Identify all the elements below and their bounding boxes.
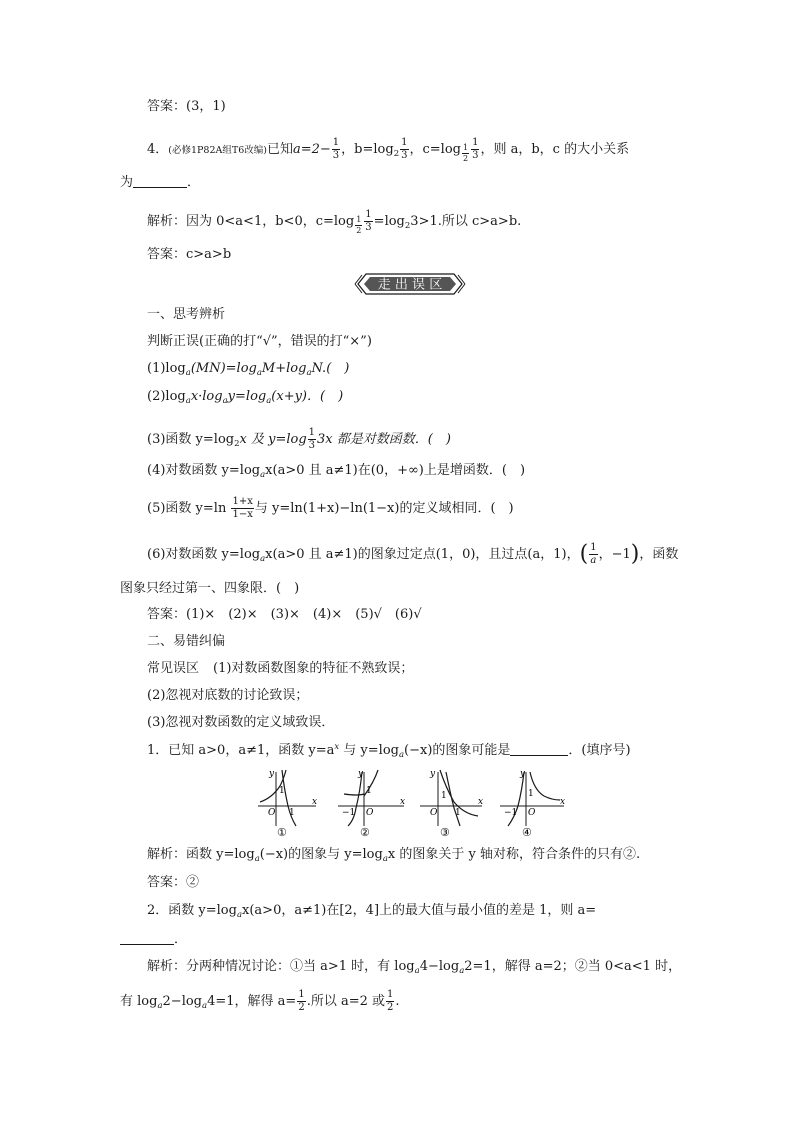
judge-item-2: $(2)\log_ax\cdot\log_ay=\log_a(x+y)$．( ): [147, 389, 344, 406]
svg-text:1: 1: [366, 786, 372, 796]
svg-text:①: ①: [277, 826, 287, 839]
section-banner: [354, 272, 466, 296]
q4-number: 4．: [147, 142, 169, 157]
svg-text:1: 1: [279, 786, 285, 796]
q4-solution-text3: 3>1.所以 c>a>b.: [410, 214, 522, 229]
graph-2: [338, 769, 405, 839]
question-4: 4．(必修1P82A组T6改编)已知a=2− $\frac{1}{3}$ ，$b=\log_2$ $\frac{1}{3}$ ，c=log $\frac{1}{2}$ $\frac{1}{3}$ ，则 a，b，c 的大小关系: [147, 137, 630, 163]
p2-solution: 解析：分两种情况讨论：①当 a>1 时，有 $\log_a4-\log_a2=1$，解得 a=2；②当 0<a<1 时，: [147, 959, 682, 976]
common-mistakes-row: [147, 662, 413, 675]
svg-text:x: x: [400, 797, 406, 807]
p2-solution-line2: 有 $\log_a2-\log_a4=1$，解得 a= $\frac{1}{2}$ .所以 a=2 或 $\frac{1}{2}$ .: [120, 989, 400, 1013]
svg-text:1: 1: [441, 791, 447, 801]
q4-solution-text2: =log: [373, 214, 405, 229]
svg-text:③: ③: [440, 826, 450, 839]
mistake-item-2: (2)忽视对底数的讨论致误；: [147, 688, 309, 703]
q4-solution: 解析：因为 0<a<1，b<0，c=log $\frac{1}{2}$ $\frac{1}{3}$ $=\log_23>1$.所以 c>a>b.: [147, 209, 522, 235]
question-4-line2: [120, 175, 200, 189]
q4-answer: 答案：c>a>b: [147, 247, 232, 262]
q4-fraction-c: $\frac{1}{3}$: [472, 137, 479, 161]
item3-fraction: $\frac{1}{3}$: [308, 427, 316, 451]
item6-fraction: $\frac{1}{a}$: [590, 542, 597, 566]
q4-b-expr: ，b=log: [341, 142, 394, 157]
q4-text-a: 已知: [266, 142, 293, 157]
judge-item-6: (6)对数函数 $y=\log_ax(a>0$ 且 a≠1)的图象过定点(1，0)，且过点(a，1)，( $\frac{1}{a}$ ，−1)，函数: [147, 541, 679, 567]
problem-2: 2．函数 $y=\log_ax(a>0$，a≠1)在[2，4]上的最大值与最小值的差是 1，则 a=: [147, 903, 597, 920]
q4-solution-text1: 因为 0<a<1，b<0，c=log: [186, 214, 355, 229]
banner-text: 走 出 误 区: [377, 277, 443, 293]
svg-text:1: 1: [289, 808, 295, 818]
p1-answer-blank[interactable]: [510, 743, 568, 756]
p1-answer: 答案：②: [147, 875, 200, 890]
q4-period: ．: [187, 175, 201, 190]
graph-options: [254, 768, 564, 838]
svg-text:O: O: [268, 808, 276, 818]
q4-fraction-b: $\frac{1}{3}$: [401, 137, 408, 161]
svg-text:④: ④: [522, 826, 532, 839]
svg-text:x: x: [560, 797, 566, 807]
svg-text:−1: −1: [342, 808, 356, 818]
answer-line: 答案：(3，1): [147, 99, 226, 114]
p2-fraction-1: $\frac{1}{2}$: [298, 989, 305, 1013]
section1-title: 一、思考辨析: [147, 307, 226, 322]
graph-1: [258, 769, 317, 839]
q4-c-expr: ，c=log: [409, 142, 461, 157]
q4-a-expr: a=2−: [292, 142, 331, 157]
judge-item-5: (5)函数 y=ln $\frac{1+x}{1-x}$ 与 y=ln(1+x)−ln(1−x)的定义域相同．( ): [147, 496, 514, 520]
svg-text:y: y: [269, 769, 275, 779]
svg-text:y: y: [358, 769, 364, 779]
item5-fraction: $\frac{1+x}{1-x}$: [232, 496, 253, 520]
q4-base-fraction: $\frac{1}{2}$: [462, 143, 469, 163]
svg-text:x: x: [312, 797, 318, 807]
judge-item-1: $(1)\log_a(MN)=\log_aM+\log_aN$.( ): [147, 361, 350, 378]
problem-2-line2: ．: [120, 932, 187, 946]
section2-title: 二、易错纠偏: [147, 634, 226, 649]
q4-solution-fraction: $\frac{1}{3}$: [365, 209, 372, 233]
q4-solution-base: $\frac{1}{2}$: [356, 215, 362, 235]
banner-frame: [354, 272, 466, 296]
svg-text:y: y: [520, 769, 526, 779]
p2-answer-blank[interactable]: [120, 932, 174, 945]
svg-text:1: 1: [455, 808, 461, 818]
svg-text:x: x: [478, 797, 484, 807]
svg-text:O: O: [366, 808, 374, 818]
graph-3: [420, 769, 483, 839]
p1-solution: 解析：函数 $y=\log_a(-x)$的图象与 $y=\log_ax$ 的图象关于 y 轴对称，符合条件的只有②.: [147, 847, 641, 864]
q4-rest: ，则 a，b，c 的大小关系: [480, 142, 630, 157]
svg-text:O: O: [430, 808, 438, 818]
svg-text:②: ②: [360, 826, 370, 839]
common-mistakes-tag: 常见误区: [147, 661, 200, 676]
graph-4: [500, 769, 565, 839]
judge-item-4: (4)对数函数 $y=\log_ax(a>0$ 且 a≠1)在(0，+∞)上是增函数．( ): [147, 463, 526, 480]
svg-text:1: 1: [528, 789, 534, 799]
judge-item-6-line2: 图象只经过第一、四象限．( ): [120, 581, 300, 596]
mistake-item-1: (1)对数函数图象的特征不熟致误；: [213, 661, 414, 676]
svg-text:−1: −1: [504, 808, 518, 818]
p2-fraction-2: $\frac{1}{2}$: [387, 989, 394, 1013]
section1-answers: 答案：(1)× (2)× (3)× (4)× (5)√ (6)√: [147, 607, 422, 622]
mistake-item-3: (3)忽视对数函数的定义域致误．: [147, 715, 335, 730]
svg-text:O: O: [528, 808, 536, 818]
q4-line2-text: 为: [120, 175, 134, 190]
q4-answer-blank[interactable]: [133, 175, 187, 188]
judge-item-3: (3)函数 $y=\log_2x$ 及 y=log $\frac{1}{3}$ 3x 都是对数函数．( ): [147, 427, 451, 451]
problem-1: 1．已知 a>0，a≠1，函数 $y=a^x$ 与 $y=\log_a(-x)$的图象可能是 ．(填序号): [147, 742, 631, 760]
q4-source: (必修1P82A组T6改编): [168, 145, 267, 156]
q4-solution-label: 解析：: [147, 214, 187, 229]
svg-text:y: y: [430, 769, 436, 779]
section1-instruction: 判断正误(正确的打“√”，错误的打“×”): [147, 334, 372, 349]
q4-fraction-a: $\frac{1}{3}$: [332, 137, 340, 161]
